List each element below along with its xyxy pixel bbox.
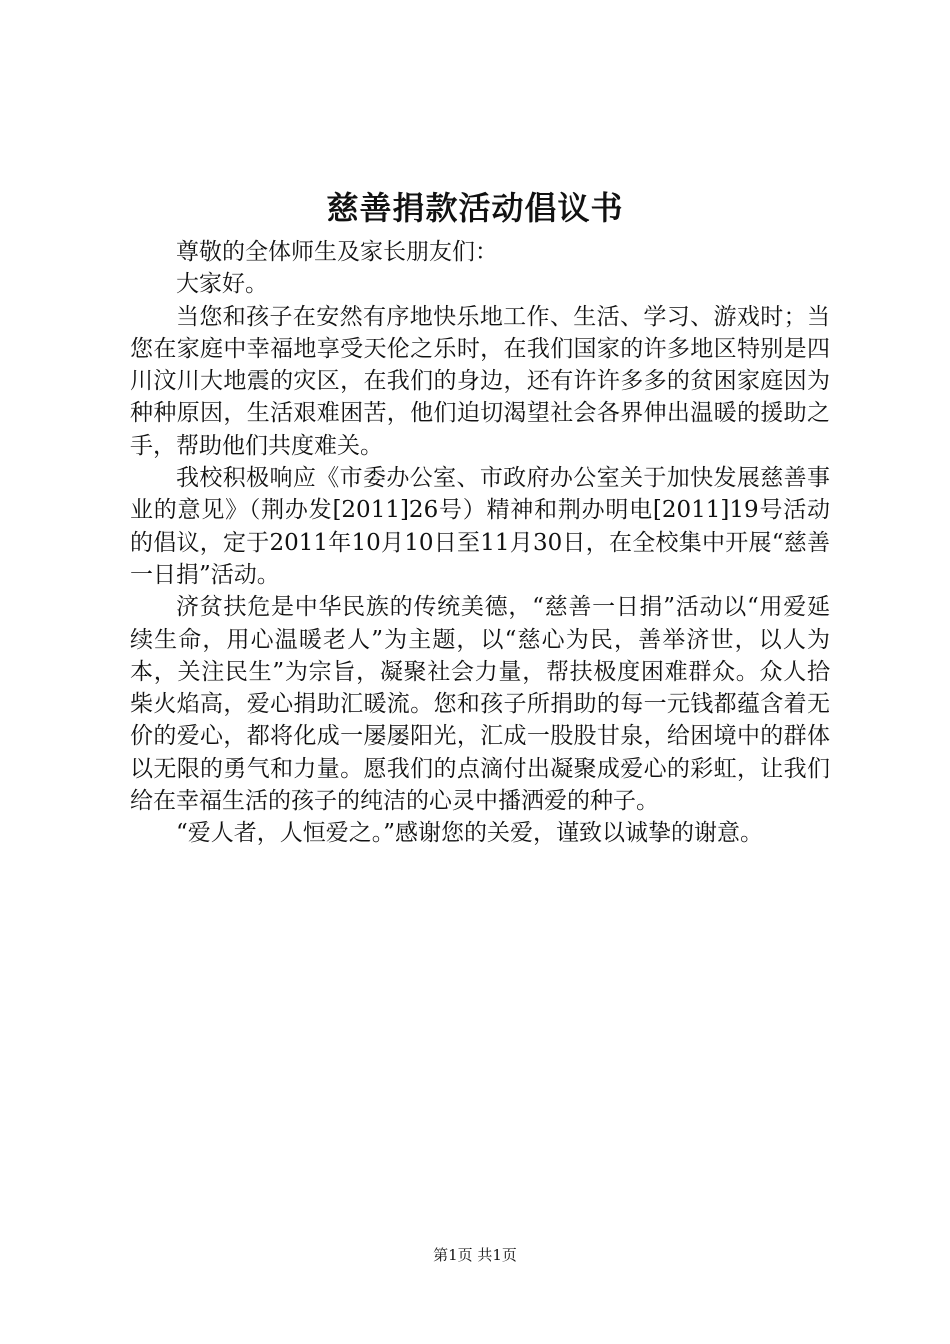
paragraph-appeal: 济贫扶危是中华民族的传统美德，“慈善一日捐”活动以“用爱延续生命，用心温暖老人”为主题，以“慈心为民，善举济世，以人为本，关注民生”为宗旨，凝聚社会力量，帮扶极度困难群众。众人拾柴火焰高，爱心捐助汇暖流。您和孩子所捐助的每一元钱都蕴含着无价的爱心，都将化成一屡屡阳光，汇成一股股甘泉，给困境中的群体以无限的勇气和力量。愿我们的点滴付出凝聚成爱心的彩虹，让我们给在幸福生活的孩子的纯洁的心灵中播洒爱的种子。 [130, 594, 830, 815]
greeting: 大家好。 [176, 271, 268, 298]
paragraph-announcement: 我校积极响应《市委办公室、市政府办公室关于加快发展慈善事业的意见》（荆办发[2011]26号）精神和荆办明电[2011]19号活动的倡议，定于2011年10月10日至11月30日，在全校集中开展“慈善一日捐”活动。 [130, 465, 830, 588]
paragraph-closing: “爱人者，人恒爱之。”感谢您的关爱，谨致以诚挚的谢意。 [176, 820, 764, 847]
document-title: 慈善捐款活动倡议书 [326, 189, 624, 227]
paragraph-intro: 当您和孩子在安然有序地快乐地工作、生活、学习、游戏时；当您在家庭中幸福地享受天伦之乐时，在我们国家的许多地区特别是四川汶川大地震的灾区，在我们的身边，还有许许多多的贫困家庭因为种种原因，生活艰难困苦，他们迫切渴望社会各界伸出温暖的援助之手，帮助他们共度难关。 [130, 303, 830, 459]
page-footer: 第1页 共1页 [433, 1246, 517, 1264]
document-body [130, 236, 830, 850]
salutation: 尊敬的全体师生及家长朋友们： [176, 239, 498, 265]
